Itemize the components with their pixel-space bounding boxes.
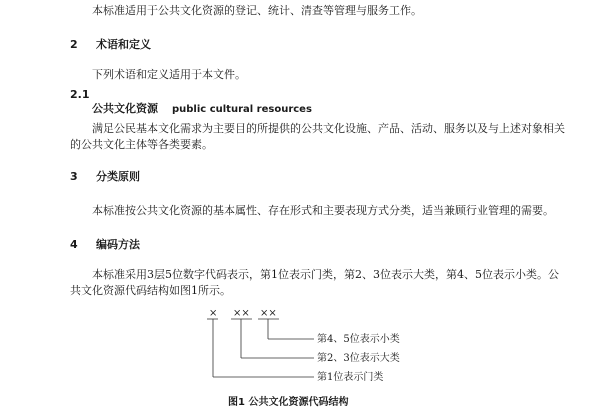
code-mark-3: ××	[260, 308, 277, 319]
section-3-text: 本标准按公共文化资源的基本属性、存在形式和主要表现方式分类，适当兼顾行业管理的需要。	[92, 204, 554, 217]
section-4-number: 4	[70, 238, 78, 251]
section-2-intro: 下列术语和定义适用于本文件。	[92, 68, 246, 81]
term-english: public cultural resources	[172, 104, 312, 115]
section-4-title: 编码方法	[96, 238, 140, 251]
code-mark-2: ××	[233, 308, 250, 319]
term-2-1-number: 2.1	[70, 88, 90, 101]
section-3-number: 3	[70, 170, 78, 183]
label-small-class: 第4、5位表示小类	[317, 334, 400, 345]
scope-text: 本标准适用于公共文化资源的登记、统计、清查等管理与服务工作。	[92, 4, 422, 17]
section-4-text-line-2: 共文化资源代码结构如图1所示。	[70, 284, 231, 297]
code-mark-1: ×	[209, 308, 218, 319]
figure-caption: 图1 公共文化资源代码结构	[228, 397, 349, 408]
section-2-number: 2	[70, 38, 78, 51]
label-large-class: 第2、3位表示大类	[317, 353, 400, 364]
label-category: 第1位表示门类	[317, 372, 384, 383]
section-4-text-line-1: 本标准采用3层5位数字代码表示，第1位表示门类，第2、3位表示大类，第4、5位表示小类。公	[92, 268, 559, 281]
term-chinese: 公共文化资源	[92, 102, 158, 115]
section-3-title: 分类原则	[96, 170, 140, 183]
term-definition-line-1: 满足公民基本文化需求为主要目的所提供的公共文化设施、产品、活动、服务以及与上述对象相关	[92, 122, 565, 135]
section-2-title: 术语和定义	[96, 38, 151, 51]
term-definition-line-2: 的公共文化主体等各类要素。	[70, 138, 213, 151]
